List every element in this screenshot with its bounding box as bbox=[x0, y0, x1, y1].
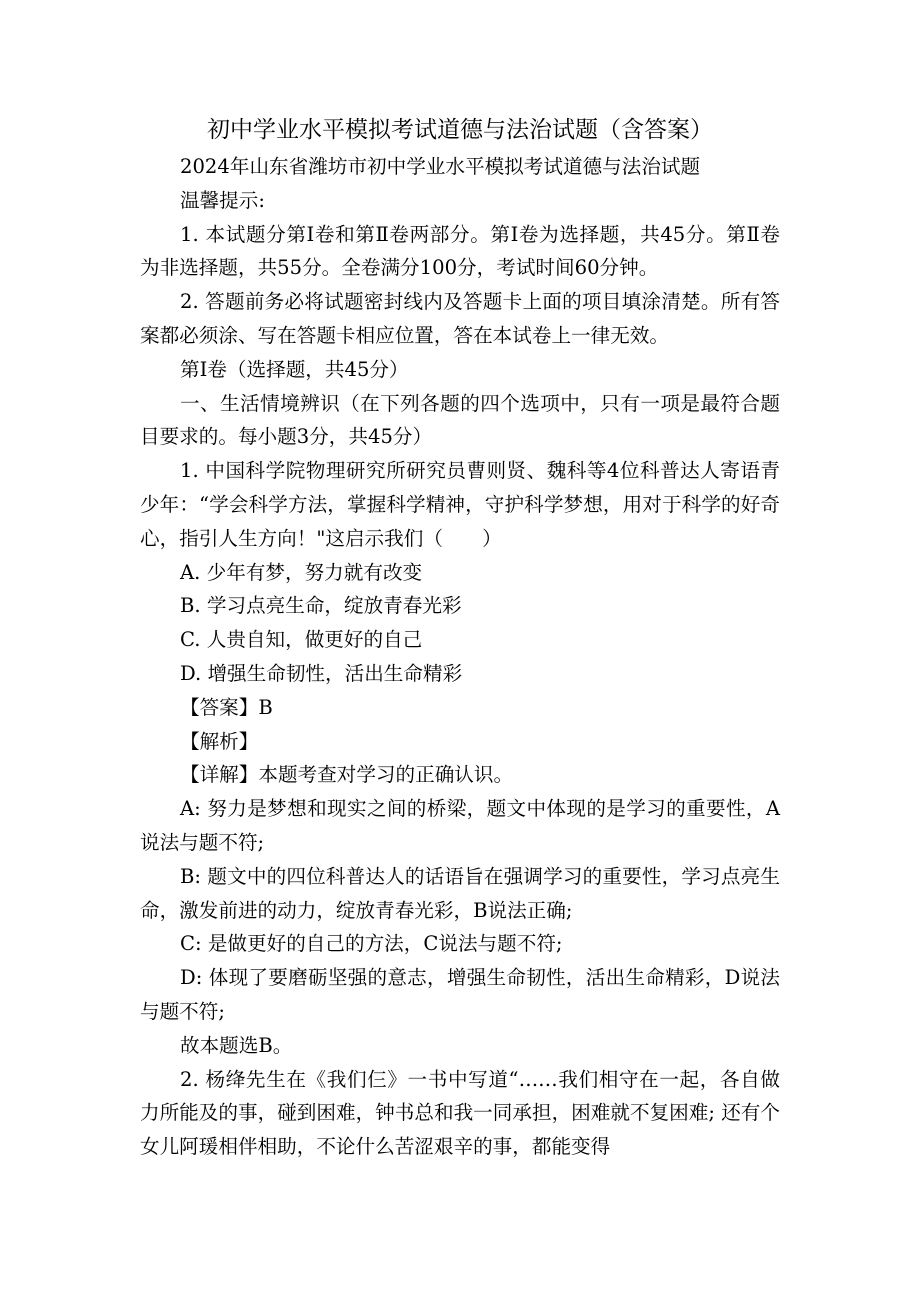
option-d: D. 增强生命韧性，活出生命精彩 bbox=[180, 661, 463, 685]
detail-intro: 【详解】本题考查对学习的正确认识。 bbox=[180, 763, 514, 787]
explanation-d: D: 体现了要磨砺坚强的意志，增强生命韧性，活出生命精彩，D说法与题不符; bbox=[140, 966, 780, 1023]
section-heading: 第Ⅰ卷（选择题，共45分） bbox=[180, 357, 409, 381]
document-body bbox=[140, 150, 780, 1164]
notice-item-2: 2. 答题前务必将试题密封线内及答题卡上面的项目填涂清楚。所有答案都必须涂、写在答题卡相应位置，答在本试卷上一律无效。 bbox=[140, 290, 780, 347]
conclusion-line: 故本题选B。 bbox=[180, 1033, 293, 1057]
analysis-label: 【解析】 bbox=[180, 729, 259, 753]
explanation-a: A: 努力是梦想和现实之间的桥梁，题文中体现的是学习的重要性，A说法与题不符; bbox=[140, 797, 780, 854]
document-title: 初中学业水平模拟考试道德与法治试题（含答案） bbox=[207, 117, 713, 143]
notice-label: 温馨提示: bbox=[180, 188, 265, 212]
option-c: C. 人贵自知，做更好的自己 bbox=[180, 628, 423, 652]
explanation-b: B: 题文中的四位科普达人的话语旨在强调学习的重要性，学习点亮生命，激发前进的动力，绽放青春光彩，B说法正确; bbox=[140, 864, 780, 922]
exam-heading: 2024年山东省潍坊市初中学业水平模拟考试道德与法治试题 bbox=[180, 155, 701, 178]
question-2: 2. 杨绛先生在《我们仨》一书中写道“……我们相守在一起，各自做力所能及的事，碰到困难，钟书总和我一同承担，困难就不复困难; 还有个女儿阿瑗相伴相助，不论什么苦涩艰辛的事，都能变得 bbox=[140, 1067, 780, 1159]
option-a: A. 少年有梦，努力就有改变 bbox=[180, 560, 423, 584]
option-b: B. 学习点亮生命，绽放青春光彩 bbox=[180, 594, 462, 618]
part-instructions: 一、生活情境辨识（在下列各题的四个选项中，只有一项是最符合题目要求的。每小题3分，共45分） bbox=[140, 391, 780, 449]
answer-line: 【答案】B bbox=[180, 695, 273, 719]
notice-item-1: 1. 本试题分第Ⅰ卷和第Ⅱ卷两部分。第Ⅰ卷为选择题，共45分。第Ⅱ卷为非选择题，共55分。全卷满分100分，考试时间60分钟。 bbox=[140, 222, 780, 280]
question-1: 1. 中国科学院物理研究所研究员曹则贤、魏科等4位科普达人寄语青少年：“学会科学方法，掌握科学精神，守护科学梦想，用对于科学的好奇心，指引人生方向！"这启示我们（ ） bbox=[140, 459, 780, 550]
explanation-c: C: 是做更好的自己的方法，C说法与题不符; bbox=[180, 932, 563, 956]
